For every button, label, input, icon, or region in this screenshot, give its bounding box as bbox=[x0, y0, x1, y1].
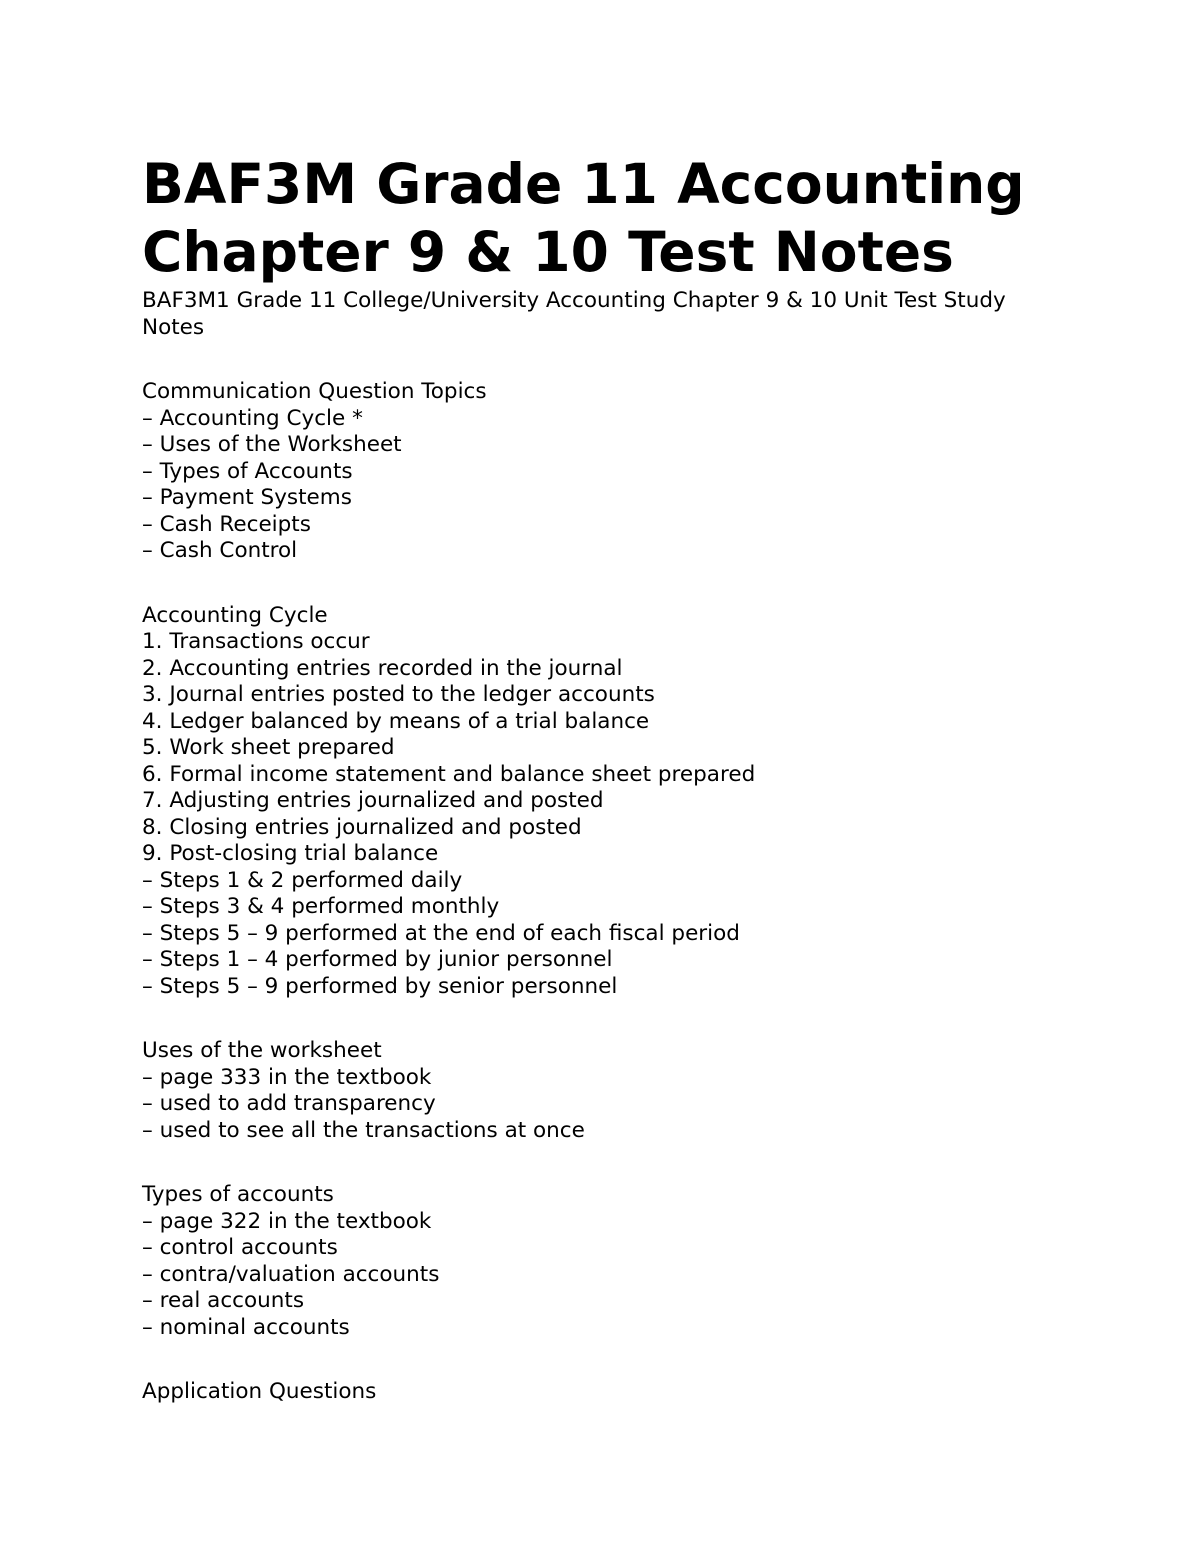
list-item: 7. Adjusting entries journalized and posted bbox=[142, 788, 604, 813]
list-item: – page 322 in the textbook bbox=[142, 1208, 432, 1234]
subtitle-line: BAF3M1 Grade 11 College/University Accounting Chapter 9 & 10 Unit Test Study bbox=[142, 288, 1006, 313]
list-item: – Steps 1 – 4 performed by junior personnel bbox=[142, 947, 613, 972]
list-item: – used to add transparency bbox=[142, 1091, 436, 1116]
list-item: 1. Transactions occur bbox=[142, 629, 370, 654]
list-item: – Cash Control bbox=[142, 538, 298, 563]
title-line: BAF3M Grade 11 Accounting bbox=[142, 152, 1025, 216]
section-heading: Uses of the worksheet bbox=[142, 1038, 382, 1063]
list-item: – nominal accounts bbox=[142, 1314, 350, 1340]
section-application-questions bbox=[142, 1379, 1102, 1406]
section-heading: Accounting Cycle bbox=[142, 602, 328, 628]
list-item: – real accounts bbox=[142, 1288, 305, 1313]
section-types-of-accounts bbox=[142, 1182, 1102, 1341]
list-item: – Steps 1 & 2 performed daily bbox=[142, 867, 463, 893]
list-item: – Uses of the Worksheet bbox=[142, 432, 402, 457]
section-communication-topics bbox=[142, 379, 1102, 565]
section-heading: Application Questions bbox=[142, 1379, 377, 1404]
list-item: 9. Post-closing trial balance bbox=[142, 841, 439, 866]
list-item: 8. Closing entries journalized and posted bbox=[142, 814, 582, 840]
list-item: – contra/valuation accounts bbox=[142, 1261, 440, 1287]
list-item: 4. Ledger balanced by means of a trial balance bbox=[142, 708, 650, 734]
section-heading: Communication Question Topics bbox=[142, 379, 487, 404]
section-heading: Types of accounts bbox=[142, 1182, 334, 1207]
list-item: – Types of Accounts bbox=[142, 458, 353, 484]
section-accounting-cycle bbox=[142, 603, 1102, 1001]
document-page bbox=[142, 150, 1102, 1406]
list-item: – control accounts bbox=[142, 1235, 338, 1260]
list-item: – Accounting Cycle * bbox=[142, 405, 363, 431]
list-item: – Steps 5 – 9 performed by senior personnel bbox=[142, 973, 618, 999]
list-item: – page 333 in the textbook bbox=[142, 1064, 432, 1090]
document-title bbox=[142, 150, 1102, 286]
section-uses-of-worksheet bbox=[142, 1038, 1102, 1144]
subtitle-line: Notes bbox=[142, 314, 205, 340]
list-item: 6. Formal income statement and balance sheet prepared bbox=[142, 761, 756, 787]
document-subtitle bbox=[142, 286, 1102, 341]
list-item: 5. Work sheet prepared bbox=[142, 735, 395, 760]
list-item: – Steps 5 – 9 performed at the end of each fiscal period bbox=[142, 920, 740, 946]
list-item: – Payment Systems bbox=[142, 485, 352, 510]
title-line: Chapter 9 & 10 Test Notes bbox=[142, 220, 954, 284]
list-item: 2. Accounting entries recorded in the journal bbox=[142, 655, 623, 681]
list-item: 3. Journal entries posted to the ledger accounts bbox=[142, 682, 655, 707]
list-item: – Steps 3 & 4 performed monthly bbox=[142, 894, 500, 919]
list-item: – used to see all the transactions at once bbox=[142, 1117, 585, 1143]
list-item: – Cash Receipts bbox=[142, 511, 311, 537]
